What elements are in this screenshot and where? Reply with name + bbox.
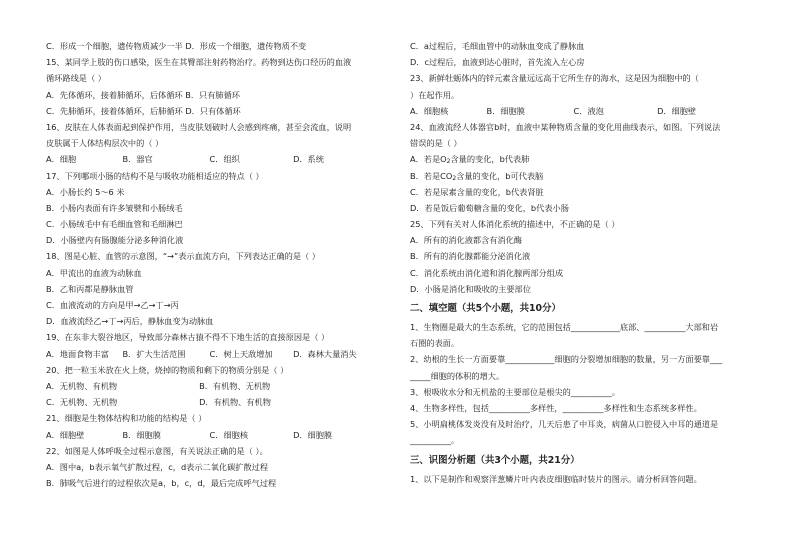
- text-line: B．乙和丙都是静脉血管: [46, 283, 134, 294]
- text-line: 循环路线是（ ）: [46, 73, 106, 84]
- formula-subscript: 2: [452, 174, 457, 182]
- text-line: D．小肠壁内有肠腺能分泌多种消化液: [46, 235, 184, 246]
- formula-post: 含量的变化，b代表肺: [450, 154, 530, 165]
- options-row: [46, 151, 394, 167]
- text-line: 23、新鲜牡蛎体内的锌元素含量远远高于它所生存的海水，这是因为细胞中的（: [410, 73, 699, 84]
- section-heading: 二、填空题（共5个小题，共10分）: [410, 303, 561, 314]
- option-c: C．组织: [209, 154, 240, 165]
- text-line: _____细胞的体积的增大。: [410, 370, 505, 381]
- option-d: D．细胞壁: [657, 105, 697, 116]
- text-line: D．c过程后，血液到达心脏时，首先流入左心房: [410, 57, 585, 68]
- text-line: A．所有的消化液都含有消化酶: [410, 235, 523, 246]
- option-pair-1: A．无机物、有机物: [46, 380, 118, 391]
- text-line: 19、在东非大裂谷地区，导致部分森林古猿不得不下地生活的直接原因是（ ）: [46, 332, 330, 343]
- option-a: A．细胞: [46, 154, 77, 165]
- formula-line: [410, 151, 758, 167]
- option-a: A．细胞壁: [46, 429, 85, 440]
- option-c: C．树上天敌增加: [209, 348, 273, 359]
- text-line: 错误的是（ ）: [410, 138, 462, 149]
- text-line: 1、以下是制作和观察洋葱鳞片叶内表皮细胞临时装片的图示。请分析回答问题。: [410, 473, 702, 484]
- text-line: C．小肠绒毛中有毛细血管和毛细淋巴: [46, 219, 183, 230]
- text-line: B．小肠内表面有许多皱襞和小肠绒毛: [46, 202, 183, 213]
- option-b: B．细胞膜: [122, 429, 161, 440]
- formula-pre: A．若是O: [410, 154, 447, 165]
- option-d: D．系统: [293, 154, 324, 165]
- option-b: B．细胞膜: [486, 105, 525, 116]
- text-line: A．图中a，b表示氧气扩散过程，c，d表示二氧化碳扩散过程: [46, 461, 269, 472]
- formula-post: 含量的变化，b可代表脑: [456, 170, 544, 181]
- option-c: C．细胞核: [209, 429, 249, 440]
- text-line: C．先肺循环，接着体循环，后肺循环 D．只有体循环: [46, 105, 241, 116]
- text-line: C．若是尿素含量的变化，b代表肾脏: [410, 186, 544, 197]
- option-b: B．器官: [122, 154, 153, 165]
- text-line: C．消化系统由消化道和消化腺两部分组成: [410, 267, 564, 278]
- text-line: 22、如图是人体呼吸全过程示意图，有关说法正确的是（ ）。: [46, 445, 268, 456]
- option-d: D．森林大量消失: [293, 348, 357, 359]
- text-line: C．形成一个细胞，遗传物质减少一半 D．形成一个细胞，遗传物质不变: [46, 41, 307, 51]
- text-line: 石圈的表面。: [410, 338, 460, 349]
- options-row: [46, 378, 394, 394]
- text-line: D．小肠是消化和吸收的主要部位: [410, 283, 531, 294]
- option-d: D．细胞膜: [293, 429, 333, 440]
- text-line: 17、下列哪项小肠的结构不是与吸收功能相适应的特点（ ）: [46, 170, 264, 181]
- text-line: D．若是饭后葡萄糖含量的变化，b代表小肠: [410, 202, 569, 213]
- text-line: 20、把一粒玉米放在火上烧，烧掉的物质和剩下的物质分别是（ ）: [46, 364, 289, 375]
- options-row: [46, 346, 394, 362]
- text-line: 21、细胞是生物体结构和功能的结构是（ ）: [46, 413, 207, 424]
- text-line: 3、根吸收水分和无机盐的主要部位是根尖的__________。: [410, 386, 620, 397]
- text-line: C．a过程后，毛细血管中的动脉血变成了静脉血: [410, 41, 585, 51]
- text-line: __________。: [410, 435, 460, 446]
- section-heading: 三、识图分析题（共3个小题，共21分）: [410, 454, 580, 466]
- text-line: B．肺吸气后进行的过程依次是a，b，c，d，最后完成呼气过程: [46, 478, 277, 489]
- option-pair-2: D．有机物、有机物: [199, 397, 271, 408]
- text-line: 15、某同学上肢的伤口感染，医生在其臀部注射药物治疗。药物到达伤口经历的血液: [46, 57, 352, 68]
- text-line: D．血液流经乙→丁→丙后，静脉血变为动脉血: [46, 316, 214, 327]
- text-line: 皮肤属于人体结构层次中的（ ）: [46, 138, 164, 149]
- options-row: [46, 394, 394, 410]
- text-line: B．所有的消化腺都能分泌消化液: [410, 251, 531, 262]
- options-row: [46, 427, 394, 443]
- formula-subscript: 2: [446, 158, 451, 166]
- text-line: 1、生物圈是最大的生态系统，它的范围包括____________底部、__________大部和岩: [410, 322, 719, 332]
- text-line: A．小肠长约 5～6 米: [46, 186, 125, 197]
- option-a: A．细胞核: [410, 105, 449, 116]
- option-pair-2: B．有机物、无机物: [199, 380, 271, 391]
- text-line: 16、皮肤在人体表面起到保护作用，当皮肤划破时人会感到疼痛，甚至会流血，说明: [46, 121, 352, 132]
- text-line: 4、生物多样性，包括__________多样性，__________多样性和生态系统多样性。: [410, 402, 702, 413]
- option-c: C．液泡: [573, 105, 604, 116]
- option-a: A．地面食物丰富: [46, 348, 109, 359]
- formula-line: [410, 168, 758, 184]
- left-column: [46, 38, 394, 491]
- option-pair-1: C．无机物、无机物: [46, 397, 118, 408]
- text-line: C．血液流动的方向是甲→乙→丁→丙: [46, 300, 179, 310]
- text-line: ）在起作用。: [410, 89, 460, 100]
- right-column: [410, 38, 758, 487]
- text-line: 25、下列有关对人体消化系统的描述中，不正确的是（ ）: [410, 219, 620, 230]
- text-line: 18、图是心脏、血管的示意图，“→”表示血流方向，下列表达正确的是（ ）: [46, 251, 320, 262]
- text-line: A．先体循环，接着肺循环，后体循环 B．只有肺循环: [46, 89, 240, 100]
- formula-pre: B．若是CO: [410, 170, 453, 181]
- options-row: [410, 103, 758, 119]
- option-b: B．扩大生活范围: [122, 348, 186, 359]
- text-line: 5、小明扁桃体发炎没有及时治疗，几天后患了中耳炎，病菌从口腔侵入中耳的通道是: [410, 419, 719, 430]
- text-line: A．甲流出的血液为动脉血: [46, 267, 142, 278]
- text-line: 24、血液流经人体器官b时，血液中某种物质含量的变化用曲线表示，如图。下列说法: [410, 121, 721, 132]
- text-line: 2、幼根的生长一方面要靠____________细胞的分裂增加细胞的数量，另一方面要靠___: [410, 354, 723, 365]
